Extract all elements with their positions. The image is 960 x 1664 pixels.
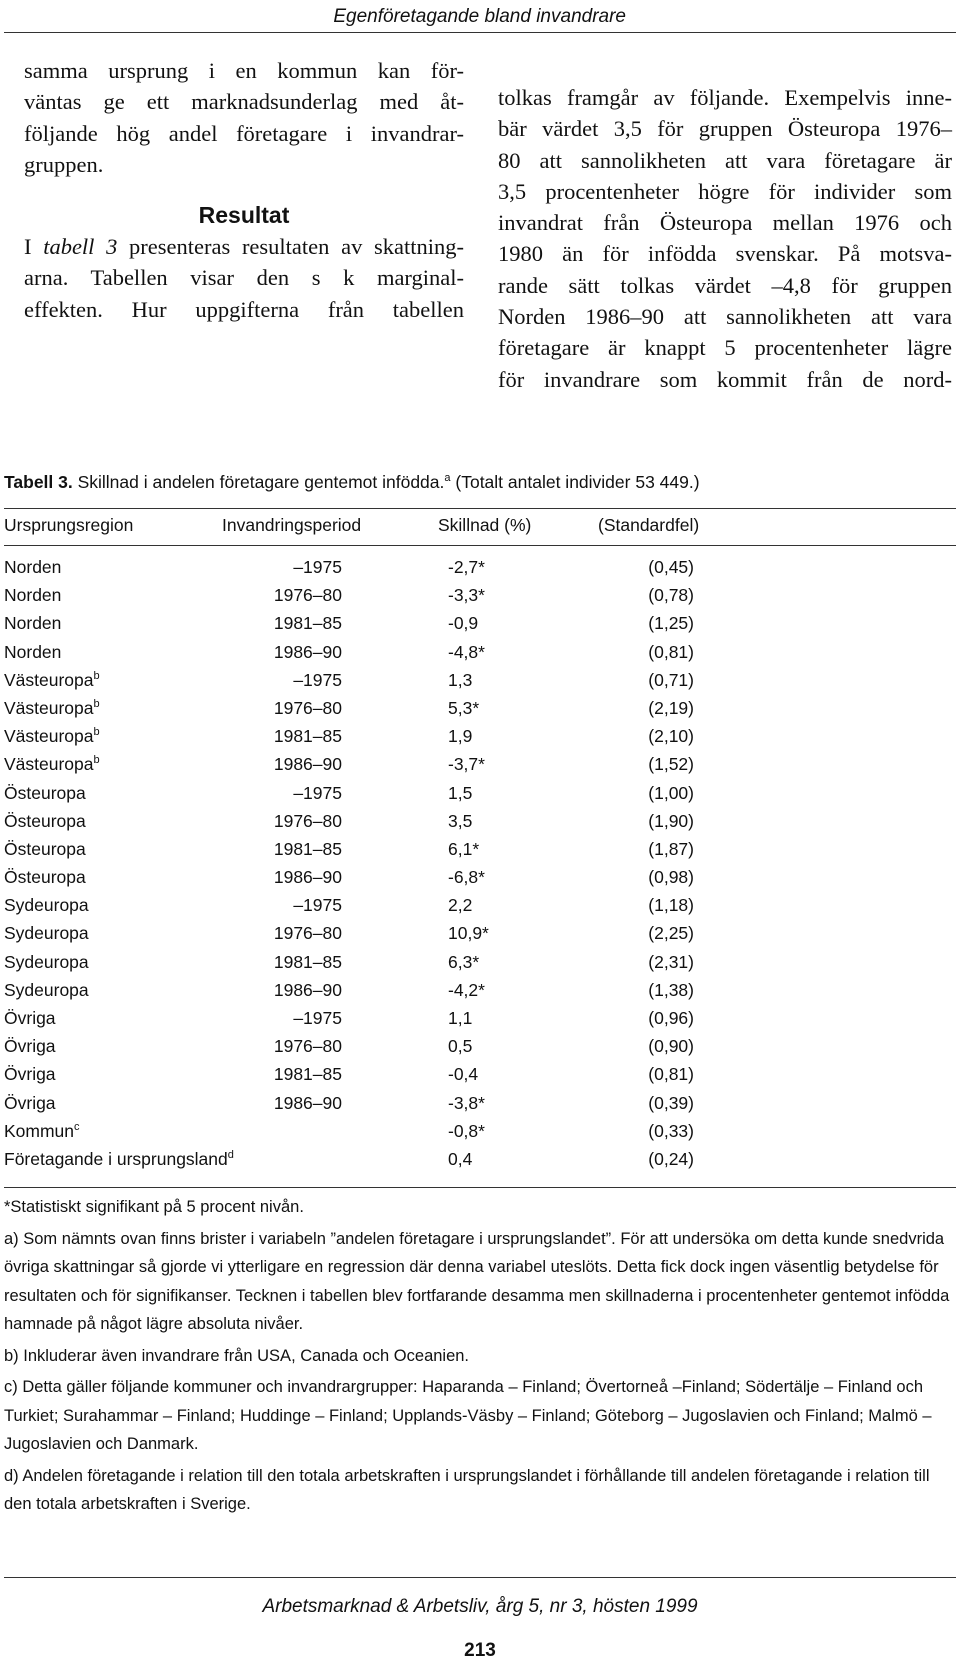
right-text-column xyxy=(498,82,952,395)
table-row xyxy=(4,948,956,976)
cell-difference: -0,8* xyxy=(448,1120,485,1141)
cell-region xyxy=(4,638,61,666)
body-line: arna. Tabellen visar den s k marginal- xyxy=(24,265,464,291)
cell-standard-error: (1,00) xyxy=(648,782,694,803)
region-text: Övriga xyxy=(4,1036,56,1057)
table-body xyxy=(4,553,956,1173)
cell-difference: 3,5 xyxy=(448,810,473,831)
note-c: c) Detta gäller följande kommuner och invandrargrupper: Haparanda – Finland; Övertorneå –Finland; Södertälje – Finland och Turkiet; Surahammar – Finland; Huddinge – Finland; Upplands-Väsby – Finland; Göteborg – Jugoslavien och Finland; Malmö – Jugoslavien och Danmark. xyxy=(4,1378,932,1453)
table-row xyxy=(4,609,956,637)
table-row xyxy=(4,919,956,947)
region-text: Norden xyxy=(4,613,62,634)
table-top-rule xyxy=(4,508,956,509)
cell-standard-error: (1,38) xyxy=(648,979,694,1000)
table-row xyxy=(4,863,956,891)
cell-region xyxy=(4,1060,56,1088)
region-text: Västeuropa xyxy=(4,669,94,690)
cell-difference: -4,8* xyxy=(448,641,485,662)
cell-difference: 6,3* xyxy=(448,951,480,972)
region-text: Östeuropa xyxy=(4,838,86,859)
table-row xyxy=(4,1089,956,1117)
table-row xyxy=(4,694,956,722)
table-reference: tabell 3 xyxy=(43,234,118,260)
cell-period: –1975 xyxy=(293,669,342,690)
cell-period: 1981–85 xyxy=(273,613,342,634)
cell-region xyxy=(4,609,61,637)
region-footnote-marker: b xyxy=(93,698,100,711)
cell-difference: -3,3* xyxy=(448,585,485,606)
cell-standard-error: (0,24) xyxy=(648,1148,694,1169)
cell-difference: 2,2 xyxy=(448,895,473,916)
cell-region xyxy=(4,1004,56,1032)
table-row xyxy=(4,1004,956,1032)
cell-difference: 0,4 xyxy=(448,1148,473,1169)
region-text: Övriga xyxy=(4,1008,56,1028)
cell-region xyxy=(4,835,86,863)
body-line: 3,5 procentenheter högre för individer som xyxy=(498,178,952,204)
cell-standard-error: (1,90) xyxy=(648,810,694,831)
running-head: Egenföretagande bland invandrare xyxy=(333,6,626,27)
region-text: Sydeuropa xyxy=(4,951,89,972)
table-header xyxy=(4,515,956,541)
cell-standard-error: (0,78) xyxy=(648,585,694,606)
table-row xyxy=(4,1117,956,1145)
region-text: Norden xyxy=(4,641,62,662)
note-a: a) Som nämnts ovan finns brister i variabeln ”andelen företagare i ursprungslandet”. För att undersöka om detta kunde snedvrida övriga skattningar så gjorde vi ytterligare en regression där denna variabel uteslöts. Detta fick dock ingen väsentlig betydelse för resultaten och för signifikanser. Tecknen i tabellen blev fortfarande desamma men skillnaderna i procentenheter gentemot infödda hamnade på något lägre absoluta nivåer. xyxy=(4,1229,950,1333)
table-label: Tabell 3. xyxy=(4,472,73,492)
region-text: Kommun xyxy=(4,1120,75,1141)
cell-difference: -3,8* xyxy=(448,1092,485,1113)
body-line: samma ursprung i en kommun kan för- xyxy=(24,58,464,83)
cell-difference: 1,1 xyxy=(448,1008,473,1028)
cell-difference: 6,1* xyxy=(448,838,480,859)
cell-period: 1981–85 xyxy=(273,726,342,747)
header-period: Invandringsperiod xyxy=(222,515,362,535)
top-rule xyxy=(4,32,956,33)
cell-difference: 1,9 xyxy=(448,726,473,747)
cell-region xyxy=(4,1145,234,1173)
cell-region xyxy=(4,919,89,947)
caption-footnote-marker: a xyxy=(444,472,451,485)
cell-period: 1981–85 xyxy=(273,951,342,972)
cell-period: 1986–90 xyxy=(273,1092,342,1113)
cell-region xyxy=(4,807,86,835)
table-row xyxy=(4,1145,956,1173)
cell-standard-error: (0,90) xyxy=(648,1036,694,1057)
journal-footer: Arbetsmarknad & Arbetsliv, årg 5, nr 3, hösten 1999 xyxy=(262,1596,698,1617)
body-line: invandrat från Östeuropa mellan 1976 och xyxy=(498,210,952,236)
table-row xyxy=(4,779,956,807)
header-difference: Skillnad (%) xyxy=(438,515,532,535)
cell-period: 1981–85 xyxy=(273,838,342,859)
cell-region xyxy=(4,750,100,778)
table-notes xyxy=(4,1193,956,1522)
page-number: 213 xyxy=(464,1640,496,1661)
cell-standard-error: (0,81) xyxy=(648,1064,694,1085)
cell-standard-error: (0,81) xyxy=(648,641,694,662)
cell-period: 1986–90 xyxy=(273,867,342,888)
cell-period: 1976–80 xyxy=(273,810,342,831)
cell-region xyxy=(4,1032,56,1060)
cell-region xyxy=(4,863,86,891)
region-footnote-marker: c xyxy=(74,1120,80,1133)
region-text: Västeuropa xyxy=(4,726,94,747)
header-standard-error: (Standardfel) xyxy=(598,515,700,535)
cell-period: 1976–80 xyxy=(273,585,342,606)
cell-period: 1986–90 xyxy=(273,754,342,775)
body-line: rande sätt tolkas värdet –4,8 för gruppen xyxy=(498,272,952,298)
region-footnote-marker: b xyxy=(93,754,100,767)
cell-period: 1986–90 xyxy=(273,979,342,1000)
region-text: Västeuropa xyxy=(4,754,94,775)
body-line: bär värdet 3,5 för gruppen Östeuropa 1976– xyxy=(498,116,952,142)
cell-standard-error: (1,87) xyxy=(648,838,694,859)
cell-region xyxy=(4,891,89,919)
cell-standard-error: (0,96) xyxy=(648,1008,694,1028)
cell-region xyxy=(4,1117,80,1145)
header-region: Ursprungsregion xyxy=(4,515,134,535)
cell-standard-error: (1,18) xyxy=(648,895,694,916)
caption-text: Skillnad i andelen företagare gentemot infödda. xyxy=(72,472,445,492)
region-text: Östeuropa xyxy=(4,867,86,888)
cell-difference: -3,7* xyxy=(448,754,485,775)
cell-standard-error: (2,19) xyxy=(648,697,694,718)
cell-region xyxy=(4,553,61,581)
body-line xyxy=(24,231,464,262)
body-line: effekten. Hur uppgifterna från tabellen xyxy=(24,296,464,322)
table-row xyxy=(4,891,956,919)
text-run: I xyxy=(24,234,44,260)
cell-difference: -6,8* xyxy=(448,867,485,888)
table-row xyxy=(4,638,956,666)
region-text: Sydeuropa xyxy=(4,923,89,944)
table-caption xyxy=(4,471,700,493)
region-text: Sydeuropa xyxy=(4,979,89,1000)
cell-difference: -0,4 xyxy=(448,1064,479,1085)
cell-period: 1986–90 xyxy=(273,641,342,662)
region-text: Företagande i ursprungsland xyxy=(4,1148,228,1169)
body-line: Norden 1986–90 att sannolikheten att vara xyxy=(498,304,952,330)
body-line: väntas ge ett marknadsunderlag med åt- xyxy=(24,89,464,115)
region-footnote-marker: b xyxy=(93,669,100,682)
cell-region xyxy=(4,694,100,722)
cell-region xyxy=(4,779,86,807)
region-text: Norden xyxy=(4,585,62,606)
region-text: Östeuropa xyxy=(4,810,86,831)
left-text-column xyxy=(24,55,464,325)
cell-difference: -0,9 xyxy=(448,613,479,634)
note-significance: *Statistiskt signifikant på 5 procent nivån. xyxy=(4,1198,304,1216)
cell-period: –1975 xyxy=(293,557,342,577)
body-line: företagare är knappt 5 procentenheter lägre xyxy=(498,335,952,361)
note-b: b) Inkluderar även invandrare från USA, Canada och Oceanien. xyxy=(4,1346,470,1365)
cell-standard-error: (2,31) xyxy=(648,951,694,972)
table-row xyxy=(4,976,956,1004)
table-row xyxy=(4,666,956,694)
table-row xyxy=(4,581,956,609)
cell-period: 1976–80 xyxy=(273,923,342,944)
cell-standard-error: (1,25) xyxy=(648,613,694,634)
body-line: gruppen. xyxy=(24,151,104,177)
cell-region xyxy=(4,722,100,750)
table-row xyxy=(4,722,956,750)
table-row xyxy=(4,553,956,581)
body-line: 1980 än för infödda svenskar. På motsva- xyxy=(498,241,952,267)
region-footnote-marker: b xyxy=(93,726,100,739)
cell-difference: 0,5 xyxy=(448,1036,473,1057)
cell-difference: 1,3 xyxy=(448,669,473,690)
cell-standard-error: (0,98) xyxy=(648,867,694,888)
cell-difference: 5,3* xyxy=(448,697,480,718)
table-row xyxy=(4,1060,956,1088)
cell-period: 1976–80 xyxy=(273,697,342,718)
region-text: Övriga xyxy=(4,1064,56,1085)
cell-difference: 1,5 xyxy=(448,782,473,803)
body-line: följande hög andel företagare i invandrar- xyxy=(24,120,464,146)
cell-standard-error: (2,10) xyxy=(648,726,694,747)
cell-difference: 10,9* xyxy=(448,923,489,944)
cell-difference: -2,7* xyxy=(448,557,485,577)
bottom-rule xyxy=(4,1577,956,1578)
table-header-rule xyxy=(4,545,956,546)
cell-period: 1981–85 xyxy=(273,1064,342,1085)
cell-standard-error: (0,33) xyxy=(648,1120,694,1141)
cell-period: –1975 xyxy=(293,782,342,803)
cell-standard-error: (0,45) xyxy=(648,557,694,577)
body-line: för invandrare som kommit från de nord- xyxy=(498,366,952,392)
region-text: Norden xyxy=(4,557,62,577)
table-row xyxy=(4,807,956,835)
cell-difference: -4,2* xyxy=(448,979,485,1000)
cell-region xyxy=(4,948,89,976)
cell-period: –1975 xyxy=(293,1008,342,1028)
cell-region xyxy=(4,1089,56,1117)
table-bottom-rule xyxy=(4,1187,956,1188)
region-text: Östeuropa xyxy=(4,782,86,803)
table-row xyxy=(4,835,956,863)
region-footnote-marker: d xyxy=(227,1149,234,1162)
note-d: d) Andelen företagande i relation till den totala arbetskraften i ursprungslandet i förhållande till andelen företagande i relation till den totala arbetskraften i Sverige. xyxy=(4,1466,930,1513)
cell-standard-error: (0,71) xyxy=(648,669,694,690)
cell-period: 1976–80 xyxy=(273,1036,342,1057)
cell-standard-error: (1,52) xyxy=(648,754,694,775)
text-run: presenteras resultaten av skattning- xyxy=(117,234,464,260)
table-row xyxy=(4,750,956,778)
section-heading: Resultat xyxy=(198,202,290,229)
table-row xyxy=(4,1032,956,1060)
cell-region xyxy=(4,976,89,1004)
body-line: 80 att sannolikheten att vara företagare är xyxy=(498,147,952,173)
cell-region xyxy=(4,666,100,694)
body-line: tolkas framgår av följande. Exempelvis inne- xyxy=(498,85,952,110)
region-text: Västeuropa xyxy=(4,697,94,718)
cell-standard-error: (0,39) xyxy=(648,1092,694,1113)
region-text: Sydeuropa xyxy=(4,895,89,916)
cell-period: –1975 xyxy=(293,895,342,916)
caption-tail: (Totalt antalet individer 53 449.) xyxy=(450,472,700,492)
cell-standard-error: (2,25) xyxy=(648,923,694,944)
cell-region xyxy=(4,581,61,609)
region-text: Övriga xyxy=(4,1092,56,1113)
